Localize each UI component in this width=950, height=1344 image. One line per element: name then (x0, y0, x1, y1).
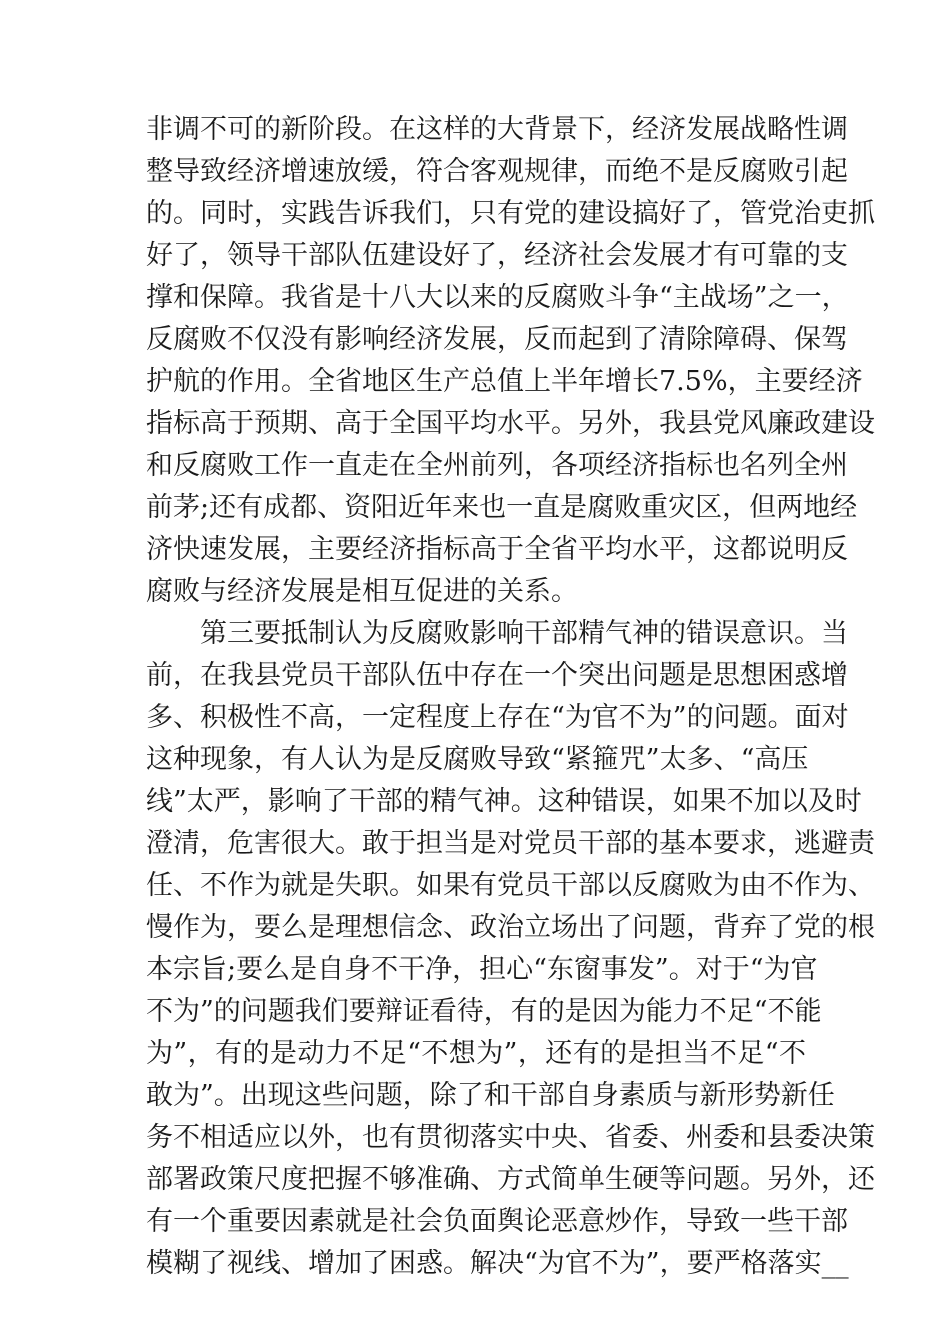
paragraph-1-line-2: 整导致经济增速放缓，符合客观规律，而绝不是反腐败引起 (146, 156, 848, 187)
paragraph-2-line-13: 务不相适应以外，也有贯彻落实中央、省委、州委和县委决策 (146, 1122, 875, 1153)
paragraph-1-line-7: 护航的作用。全省地区生产总值上半年增长7.5%，主要经济 (146, 366, 863, 397)
paragraph-2-line-12: 敢为”。出现这些问题，除了和干部自身素质与新形势新任 (146, 1080, 835, 1111)
paragraph-1-line-12: 腐败与经济发展是相互促进的关系。 (146, 576, 578, 607)
paragraph-1-line-3: 的。同时，实践告诉我们，只有党的建设搞好了，管党治吏抓 (146, 198, 875, 229)
paragraph-2-line-5: 线”太严，影响了干部的精气神。这种错误，如果不加以及时 (146, 786, 862, 817)
paragraph-1-line-9: 和反腐败工作一直走在全州前列，各项经济指标也名列全州 (146, 450, 848, 481)
document-body (146, 109, 875, 1285)
paragraph-2-line-3: 多、积极性不高，一定程度上存在“为官不为”的问题。面对 (146, 702, 849, 733)
paragraph-2-line-15: 有一个重要因素就是社会负面舆论恶意炒作，导致一些干部 (146, 1206, 848, 1237)
paragraph-2-line-8: 慢作为，要么是理想信念、政治立场出了问题，背弃了党的根 (146, 912, 875, 943)
paragraph-2-line-11: 为”，有的是动力不足“不想为”，还有的是担当不足“不 (146, 1038, 806, 1069)
paragraph-2-line-7: 任、不作为就是失职。如果有党员干部以反腐败为由不作为、 (146, 870, 875, 901)
paragraph-2-line-4: 这种现象，有人认为是反腐败导致“紧箍咒”太多、“高压 (146, 744, 809, 775)
paragraph-1-line-1: 非调不可的新阶段。在这样的大背景下，经济发展战略性调 (146, 114, 848, 145)
paragraph-1-line-11: 济快速发展，主要经济指标高于全省平均水平，这都说明反 (146, 534, 848, 565)
paragraph-1-line-8: 指标高于预期、高于全国平均水平。另外，我县党风廉政建设 (146, 408, 875, 439)
paragraph-2-line-2: 前，在我县党员干部队伍中存在一个突出问题是思想困惑增 (146, 660, 848, 691)
paragraph-1-line-6: 反腐败不仅没有影响经济发展，反而起到了清除障碍、保驾 (146, 324, 848, 355)
paragraph-2-line-9: 本宗旨;要么是自身不干净，担心“东窗事发”。对于“为官 (146, 954, 818, 985)
paragraph-2-line-1: 第三要抵制认为反腐败影响干部精气神的错误意识。当 (200, 618, 848, 649)
paragraph-2-line-6: 澄清，危害很大。敢于担当是对党员干部的基本要求，逃避责 (146, 828, 875, 859)
paragraph-1-line-10: 前茅;还有成都、资阳近年来也一直是腐败重灾区，但两地经 (146, 492, 858, 523)
paragraph-1-line-5: 撑和保障。我省是十八大以来的反腐败斗争“主战场”之一， (146, 282, 849, 313)
paragraph-1-line-4: 好了，领导干部队伍建设好了，经济社会发展才有可靠的支 (146, 240, 848, 271)
paragraph-2-line-10: 不为”的问题我们要辩证看待，有的是因为能力不足“不能 (146, 996, 822, 1027)
paragraph-2-line-16: 模糊了视线、增加了困惑。解决“为官不为”，要严格落实__ (146, 1248, 849, 1279)
paragraph-2-line-14: 部署政策尺度把握不够准确、方式简单生硬等问题。另外，还 (146, 1164, 875, 1195)
